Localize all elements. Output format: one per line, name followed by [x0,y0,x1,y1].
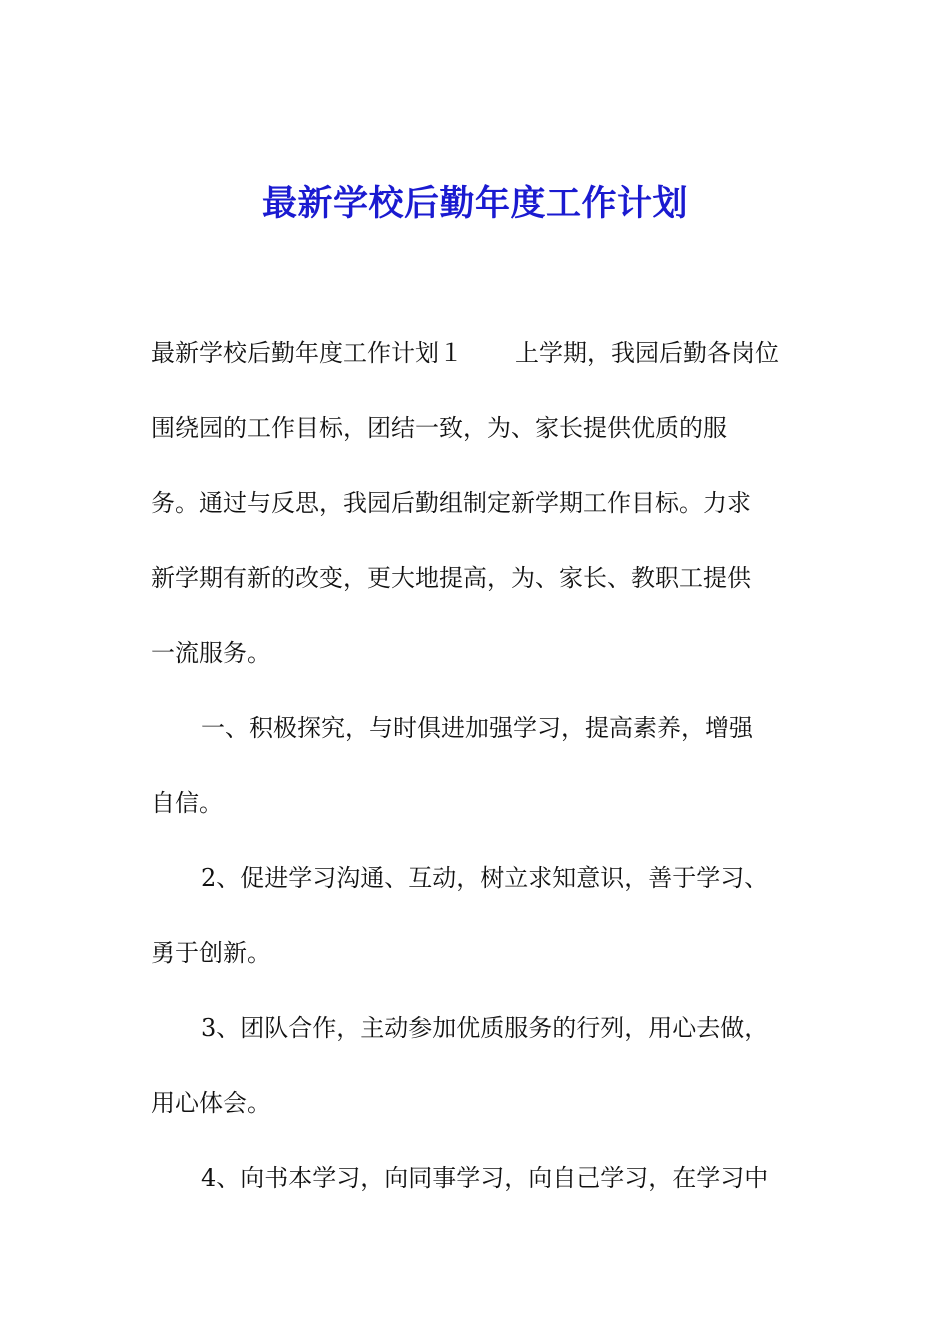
text-line-12: 4、向书本学习，向同事学习，向自己学习，在学习中 [201,1164,769,1192]
text-line-4: 新学期有新的改变，更大地提高，为、家长、教职工提供 [151,564,751,592]
text-line-1-part-a: 最新学校后勤年度工作计划１ [151,339,463,367]
text-line-6: 一、积极探究，与时俱进加强学习，提高素养，增强 [201,714,753,742]
text-line-7: 自信。 [151,789,223,817]
text-line-1 [151,328,811,403]
page-title: 最新学校后勤年度工作计划 [261,183,688,224]
text-line-8: 2、促进学习沟通、互动，树立求知意识，善于学习、 [201,864,769,892]
text-line-10: 3、团队合作，主动参加优质服务的行列，用心去做， [201,1014,769,1042]
text-line-5: 一流服务。 [151,639,271,667]
text-line-3: 务。通过与反思，我园后勤组制定新学期工作目标。力求 [151,489,751,517]
text-line-11: 用心体会。 [151,1089,271,1117]
text-line-9: 勇于创新。 [151,939,271,967]
text-line-1-part-b: 上学期，我园后勤各岗位 [515,339,779,367]
text-line-2: 围绕园的工作目标，团结一致，为、家长提供优质的服 [151,414,727,442]
document-body [151,328,811,1228]
